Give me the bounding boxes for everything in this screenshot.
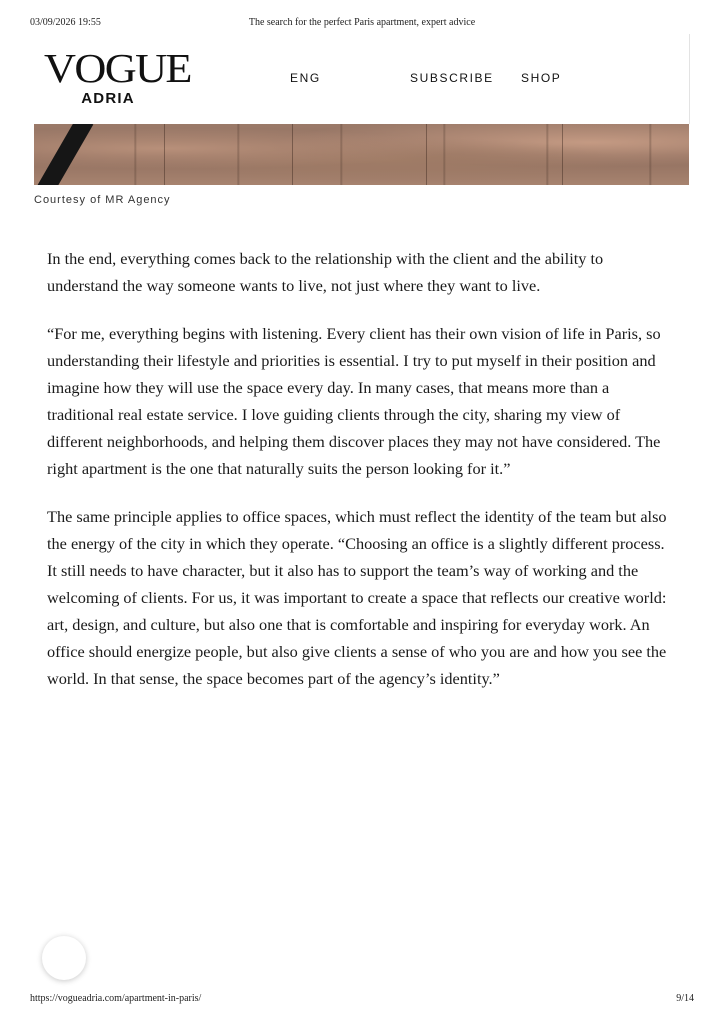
article-paragraph: In the end, everything comes back to the relationship with the client and the ability to understand the way someone wants to live, not just where they want to live. (47, 249, 604, 295)
tile-seam (426, 124, 427, 185)
image-caption: Courtesy of MR Agency (34, 194, 171, 206)
marble-stripe (34, 124, 93, 185)
print-date: 03/09/2026 19:55 (30, 17, 101, 28)
tile-seam (292, 124, 293, 185)
article-body (47, 245, 677, 713)
print-page-number: 9/14 (676, 993, 694, 1004)
site-header (34, 34, 690, 124)
article-paragraph: “For me, everything begins with listening. Every client has their own vision of life in Paris, so understanding their lifestyle and priorities is essential. I try to put myself in their position and imagine how they will use the space every day. In many cases, that means more than a traditional real estate service. I love guiding clients through the city, sharing my view of different neighborhoods, and helping them discover places they may not have considered. The right apartment is the one that naturally suits the person looking for it.” (47, 324, 661, 478)
print-title: The search for the perfect Paris apartment, expert advice (248, 17, 476, 28)
logo-wordmark: VOGUE (44, 45, 191, 91)
language-selector[interactable]: ENG (290, 71, 321, 85)
tile-seam (164, 124, 165, 185)
shop-link[interactable]: SHOP (521, 71, 562, 85)
print-url: https://vogueadria.com/apartment-in-paris/ (30, 993, 202, 1004)
subscribe-link[interactable]: SUBSCRIBE (410, 71, 494, 85)
floating-action-button[interactable] (42, 936, 86, 980)
logo-edition: ADRIA (81, 90, 135, 107)
tile-seam (562, 124, 563, 185)
article-paragraph: The same principle applies to office spaces, which must reflect the identity of the team but also the energy of the city in which they operate. “Choosing an office is a slightly different process. It still needs to have character, but it also has to support the team’s way of working and the welcoming of clients. For us, it was important to create a space that reflects our creative world: art, design, and culture, but also one that is comfortable and inspiring for everyday work. An office should energize people, but also give clients a sense of who you are and how you see the world. In that sense, the space becomes part of the agency’s identity.” (47, 507, 667, 688)
vogue-adria-logo[interactable] (44, 45, 191, 107)
article-image (34, 124, 689, 185)
